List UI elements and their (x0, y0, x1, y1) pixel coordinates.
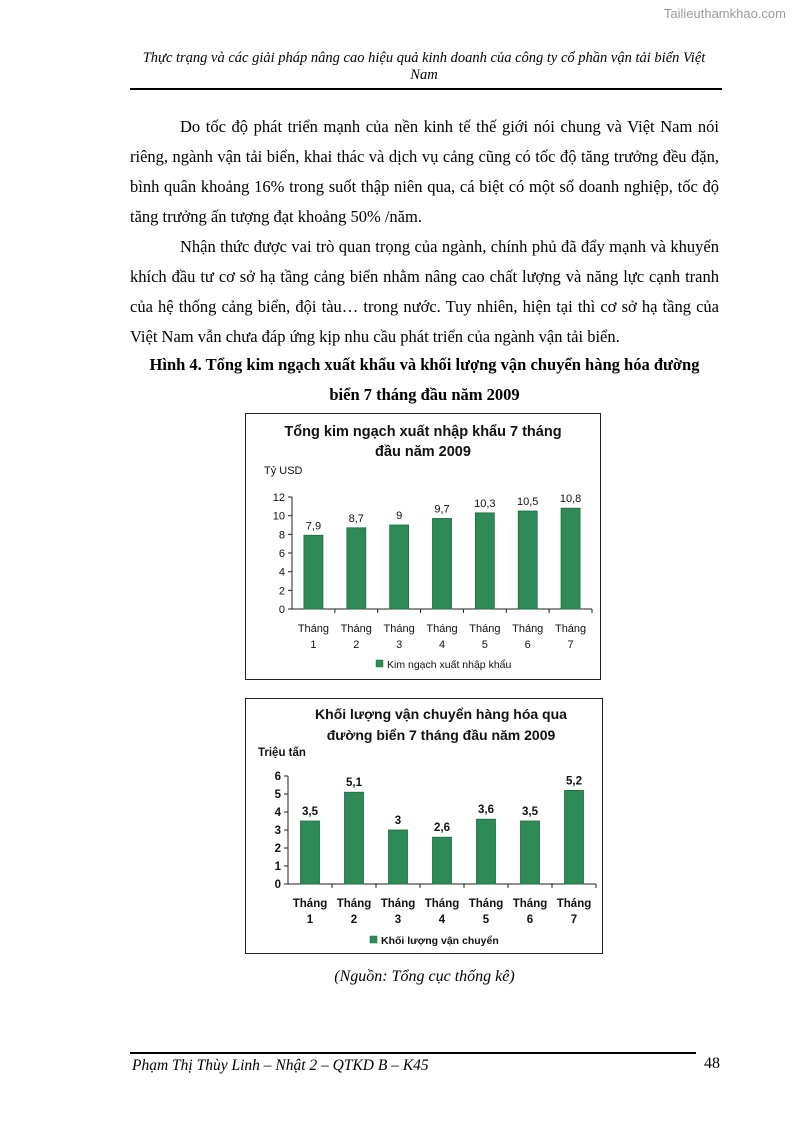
chart-title-line-2: đầu năm 2009 (375, 444, 471, 460)
chart-export-value (245, 413, 601, 680)
bar (561, 508, 580, 609)
chart-title-line-1: Khối lượng vận chuyển hàng hóa qua (315, 706, 567, 722)
y-tick-label: 3 (274, 825, 281, 837)
bar (390, 525, 409, 609)
x-tick-label-month: Tháng (340, 623, 372, 635)
x-tick-label-month: Tháng (336, 898, 372, 910)
x-tick-label-number: 2 (350, 914, 358, 926)
data-label: 8,7 (348, 512, 364, 525)
figure-source: (Nguồn: Tổng cục thống kê) (334, 968, 515, 985)
data-label: 10,8 (559, 493, 582, 506)
page-number: 48 (704, 1055, 720, 1072)
figure-caption-line-1: Hình 4. Tổng kim ngạch xuất khẩu và khối lượng vận chuyển hàng hóa đường (149, 355, 700, 374)
x-tick-label-number: 5 (482, 914, 490, 926)
legend-label: Khối lượng vận chuyển (381, 935, 499, 947)
x-tick-label-number: 3 (396, 639, 403, 651)
data-label: 10,3 (474, 497, 496, 510)
header-rule (130, 88, 722, 90)
chart-shipping-volume-svg (246, 699, 602, 953)
x-tick-label-number: 7 (570, 914, 578, 926)
bar (475, 513, 494, 609)
x-tick-label-month: Tháng (512, 898, 548, 910)
chart-shipping-volume (245, 698, 603, 954)
x-tick-label-month: Tháng (297, 623, 330, 635)
x-tick-label-number: 6 (524, 639, 531, 651)
data-label: 3,5 (302, 806, 318, 818)
x-tick-label-month: Tháng (468, 898, 504, 910)
data-label: 7,9 (305, 520, 322, 533)
data-label: 2,6 (434, 822, 450, 835)
data-label: 3,5 (522, 806, 538, 818)
y-axis-label: Triệu tấn (258, 747, 306, 759)
x-tick-label-month: Tháng (426, 623, 458, 635)
x-tick-label-number: 4 (438, 639, 446, 651)
data-label: 3,6 (478, 804, 494, 817)
data-label: 9,7 (434, 503, 450, 516)
data-label: 3 (394, 815, 402, 827)
data-label: 5,1 (346, 777, 362, 790)
data-label: 10,5 (517, 496, 539, 508)
y-tick-label: 6 (278, 548, 285, 560)
running-header: Thực trạng và các giải pháp nâng cao hiệu quả kinh doanh của công ty cổ phần vận tải biển Việt Nam (142, 50, 706, 83)
legend-swatch (376, 660, 383, 667)
y-tick-label: 8 (278, 529, 285, 542)
x-tick-label-month: Tháng (469, 623, 501, 635)
y-tick-label: 4 (278, 566, 285, 579)
y-tick-label: 0 (278, 604, 285, 616)
bar (389, 830, 408, 884)
chart-title-line-1: Tổng kim ngạch xuất nhập khẩu 7 tháng (284, 424, 562, 440)
x-tick-label-month: Tháng (292, 898, 328, 910)
bar (433, 837, 452, 884)
bar (433, 518, 452, 609)
y-tick-label: 4 (274, 807, 281, 819)
x-tick-label-month: Tháng (383, 623, 415, 635)
data-label: 9 (396, 510, 403, 522)
legend-label: Kim ngạch xuất nhập khẩu (387, 659, 512, 671)
figure-caption-line-2: biển 7 tháng đầu năm 2009 (329, 385, 520, 404)
x-tick-label-number: 7 (567, 639, 574, 651)
y-tick-label: 2 (278, 585, 285, 598)
y-tick-label: 10 (272, 510, 285, 523)
x-tick-label-month: Tháng (556, 898, 592, 910)
bar (347, 528, 366, 609)
watermark: Tailieuthamkhao.com (663, 6, 786, 21)
chart-title-line-2: đường biển 7 tháng đầu năm 2009 (326, 727, 556, 743)
footer-author: Phạm Thị Thùy Linh – Nhật 2 – QTKD B – K45 (132, 1057, 429, 1074)
x-tick-label-number: 2 (353, 639, 360, 651)
footer-rule (130, 1052, 696, 1054)
x-tick-label-number: 1 (310, 639, 317, 651)
y-tick-label: 1 (274, 861, 281, 873)
x-tick-label-number: 6 (526, 914, 534, 926)
y-tick-label: 2 (274, 843, 281, 855)
x-tick-label-number: 1 (306, 914, 314, 926)
bar (521, 821, 540, 884)
data-label: 5,2 (566, 775, 582, 788)
paragraph-2: Nhận thức được vai trò quan trọng của ngành, chính phủ đã đẩy mạnh và khuyến khích đầu tư cơ sở hạ tầng cảng biển nhằm nâng cao chất lượng và năng lực cạnh tranh của hệ thống cảng biển, đội tàu… trong nước. Tuy nhiên, hiện tại thì cơ sở hạ tầng của Việt Nam vẫn chưa đáp ứng kịp nhu cầu phát triển của ngành vận tải biển. (130, 237, 719, 346)
bar (518, 511, 537, 609)
bar (477, 819, 496, 884)
bar (301, 821, 320, 884)
x-tick-label-month: Tháng (554, 623, 587, 635)
x-tick-label-month: Tháng (424, 898, 460, 910)
bar (345, 792, 364, 884)
x-tick-label-month: Tháng (380, 898, 416, 910)
bar (304, 535, 323, 609)
bar (565, 790, 584, 884)
legend-swatch (370, 936, 377, 943)
x-tick-label-number: 4 (438, 914, 446, 926)
x-tick-label-number: 5 (481, 639, 488, 651)
y-axis-label: Tỷ USD (264, 465, 303, 477)
x-tick-label-month: Tháng (512, 623, 544, 635)
y-tick-label: 0 (274, 879, 281, 891)
chart-export-value-svg (246, 414, 600, 679)
paragraph-1: Do tốc độ phát triển mạnh của nền kinh tế thế giới nói chung và Việt Nam nói riêng, ngành vận tải biển, khai thác và dịch vụ cảng cũng có tốc độ tăng trưởng đều đặn, bình quân khoảng 16% trong suốt thập niên qua, cá biệt có một số doanh nghiệp, tốc độ tăng trưởng ấn tượng đạt khoảng 50% /năm. (130, 117, 719, 226)
x-tick-label-number: 3 (394, 914, 402, 926)
y-tick-label: 12 (272, 492, 285, 504)
y-tick-label: 6 (274, 771, 281, 783)
y-tick-label: 5 (274, 789, 281, 801)
